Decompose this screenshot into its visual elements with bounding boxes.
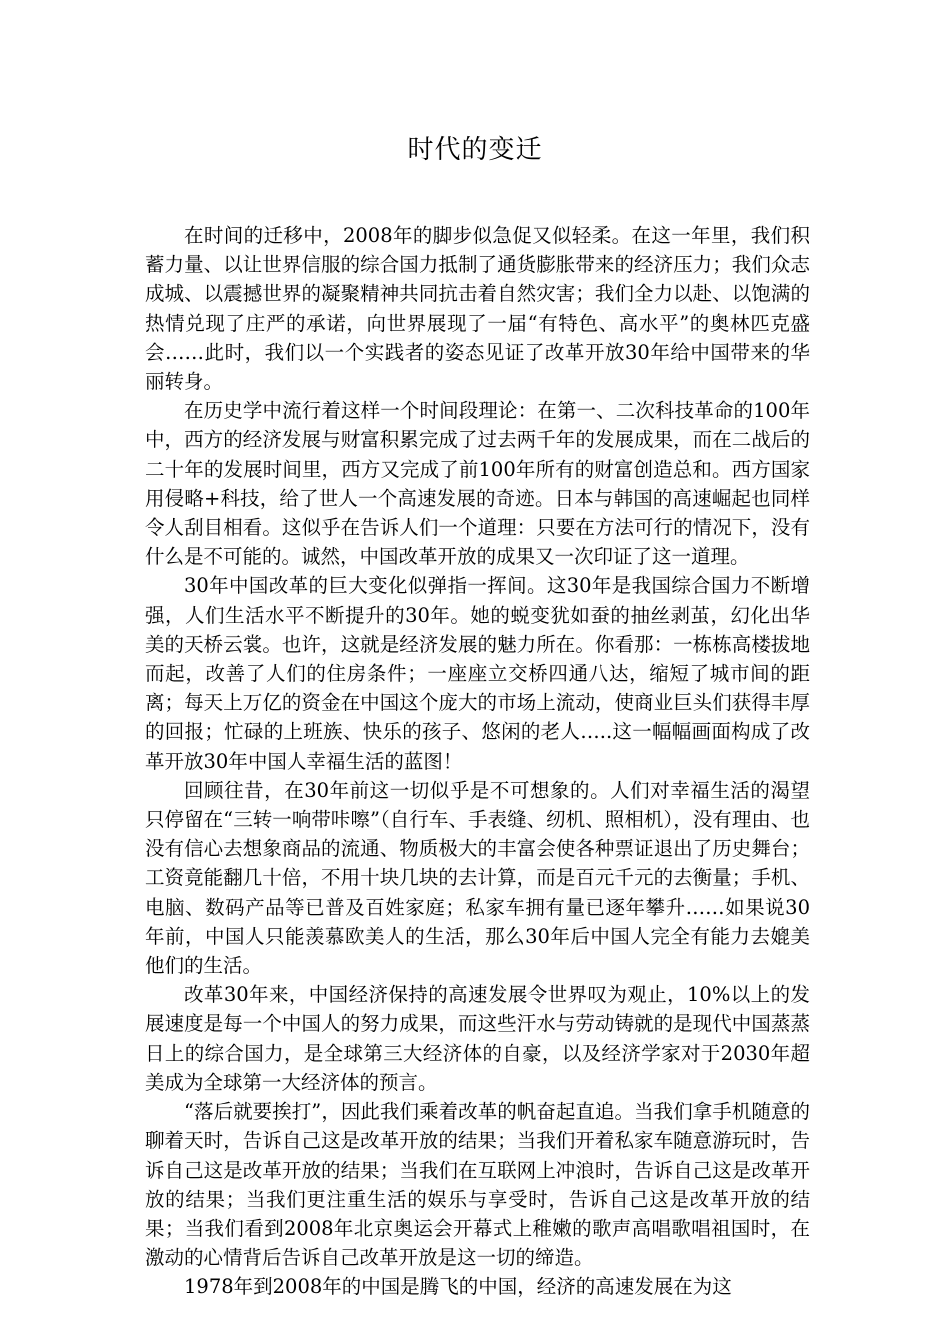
paragraph: “落后就要挨打”，因此我们乘着改革的帆奋起直追。当我们拿手机随意的聊着天时，告诉自己这是改革开放的结果；当我们开着私家车随意游玩时，告诉自己这是改革开放的结果；当我们在互联网上冲浪时，告诉自己这是改革开放的结果；当我们更注重生活的娱乐与享受时，告诉自己这是改革开放的结果；当我们看到2008年北京奥运会开幕式上稚嫩的歌声高唱歌唱祖国时，在激动的心情背后告诉自己改革开放是这一切的缔造。: [145, 1100, 810, 1270]
paragraph: 在历史学中流行着这样一个时间段理论：在第一、二次科技革命的100年中，西方的经济发展与财富积累完成了过去两千年的发展成果，而在二战后的二十年的发展时间里，西方又完成了前100年所有的财富创造总和。西方国家用侵略+科技，给了世人一个高速发展的奇迹。日本与韩国的高速崛起也同样令人刮目相看。这似乎在告诉人们一个道理：只要在方法可行的情况下，没有什么是不可能的。诚然，中国改革开放的成果又一次印证了这一道理。: [145, 399, 810, 569]
document-title: 时代的变迁: [407, 135, 543, 165]
paragraph: 改革30年来，中国经济保持的高速发展令世界叹为观止，10%以上的发展速度是每一个中国人的努力成果，而这些汗水与劳动铸就的是现代中国蒸蒸日上的综合国力，是全球第三大经济体的自豪，以及经济学家对于2030年超美成为全球第一大经济体的预言。: [145, 983, 810, 1094]
paragraph: 30年中国改革的巨大变化似弹指一挥间。这30年是我国综合国力不断增强，人们生活水平不断提升的30年。她的蜕变犹如蚕的抽丝剥茧，幻化出华美的天桥云裳。也许，这就是经济发展的魅力所在。你看那：一栋栋高楼拔地而起，改善了人们的住房条件；一座座立交桥四通八达，缩短了城市间的距离；每天上万亿的资金在中国这个庞大的市场上流动，使商业巨头们获得丰厚的回报；忙碌的上班族、快乐的孩子、悠闲的老人…..这一幅幅画面构成了改革开放30年中国人幸福生活的蓝图！: [145, 574, 810, 773]
paragraph: 1978年到2008年的中国是腾飞的中国，经济的高速发展在为这: [184, 1275, 732, 1299]
paragraph: 在时间的迁移中，2008年的脚步似急促又似轻柔。在这一年里，我们积蓄力量、以让世界信服的综合国力抵制了通货膨胀带来的经济压力；我们众志成城、以震撼世界的凝聚精神共同抗击着自然灾害；我们全力以赴、以饱满的热情兑现了庄严的承诺，向世界展现了一届“有特色、高水平”的奥林匹克盛会……此时，我们以一个实践者的姿态见证了改革开放30年给中国带来的华丽转身。: [145, 224, 810, 394]
paragraph: 回顾往昔，在30年前这一切似乎是不可想象的。人们对幸福生活的渴望只停留在“三转一响带咔嚓”（自行车、手表缝、纫机、照相机），没有理由、也没有信心去想象商品的流通、物质极大的丰富会使各种票证退出了历史舞台；工资竟能翻几十倍，不用十块几块的去计算，而是百元千元的去衡量；手机、电脑、数码产品等已普及百姓家庭；私家车拥有量已逐年攀升……如果说30年前，中国人只能羡慕欧美人的生活，那么30年后中国人完全有能力去媲美他们的生活。: [145, 778, 810, 978]
document-body: [145, 221, 810, 1302]
